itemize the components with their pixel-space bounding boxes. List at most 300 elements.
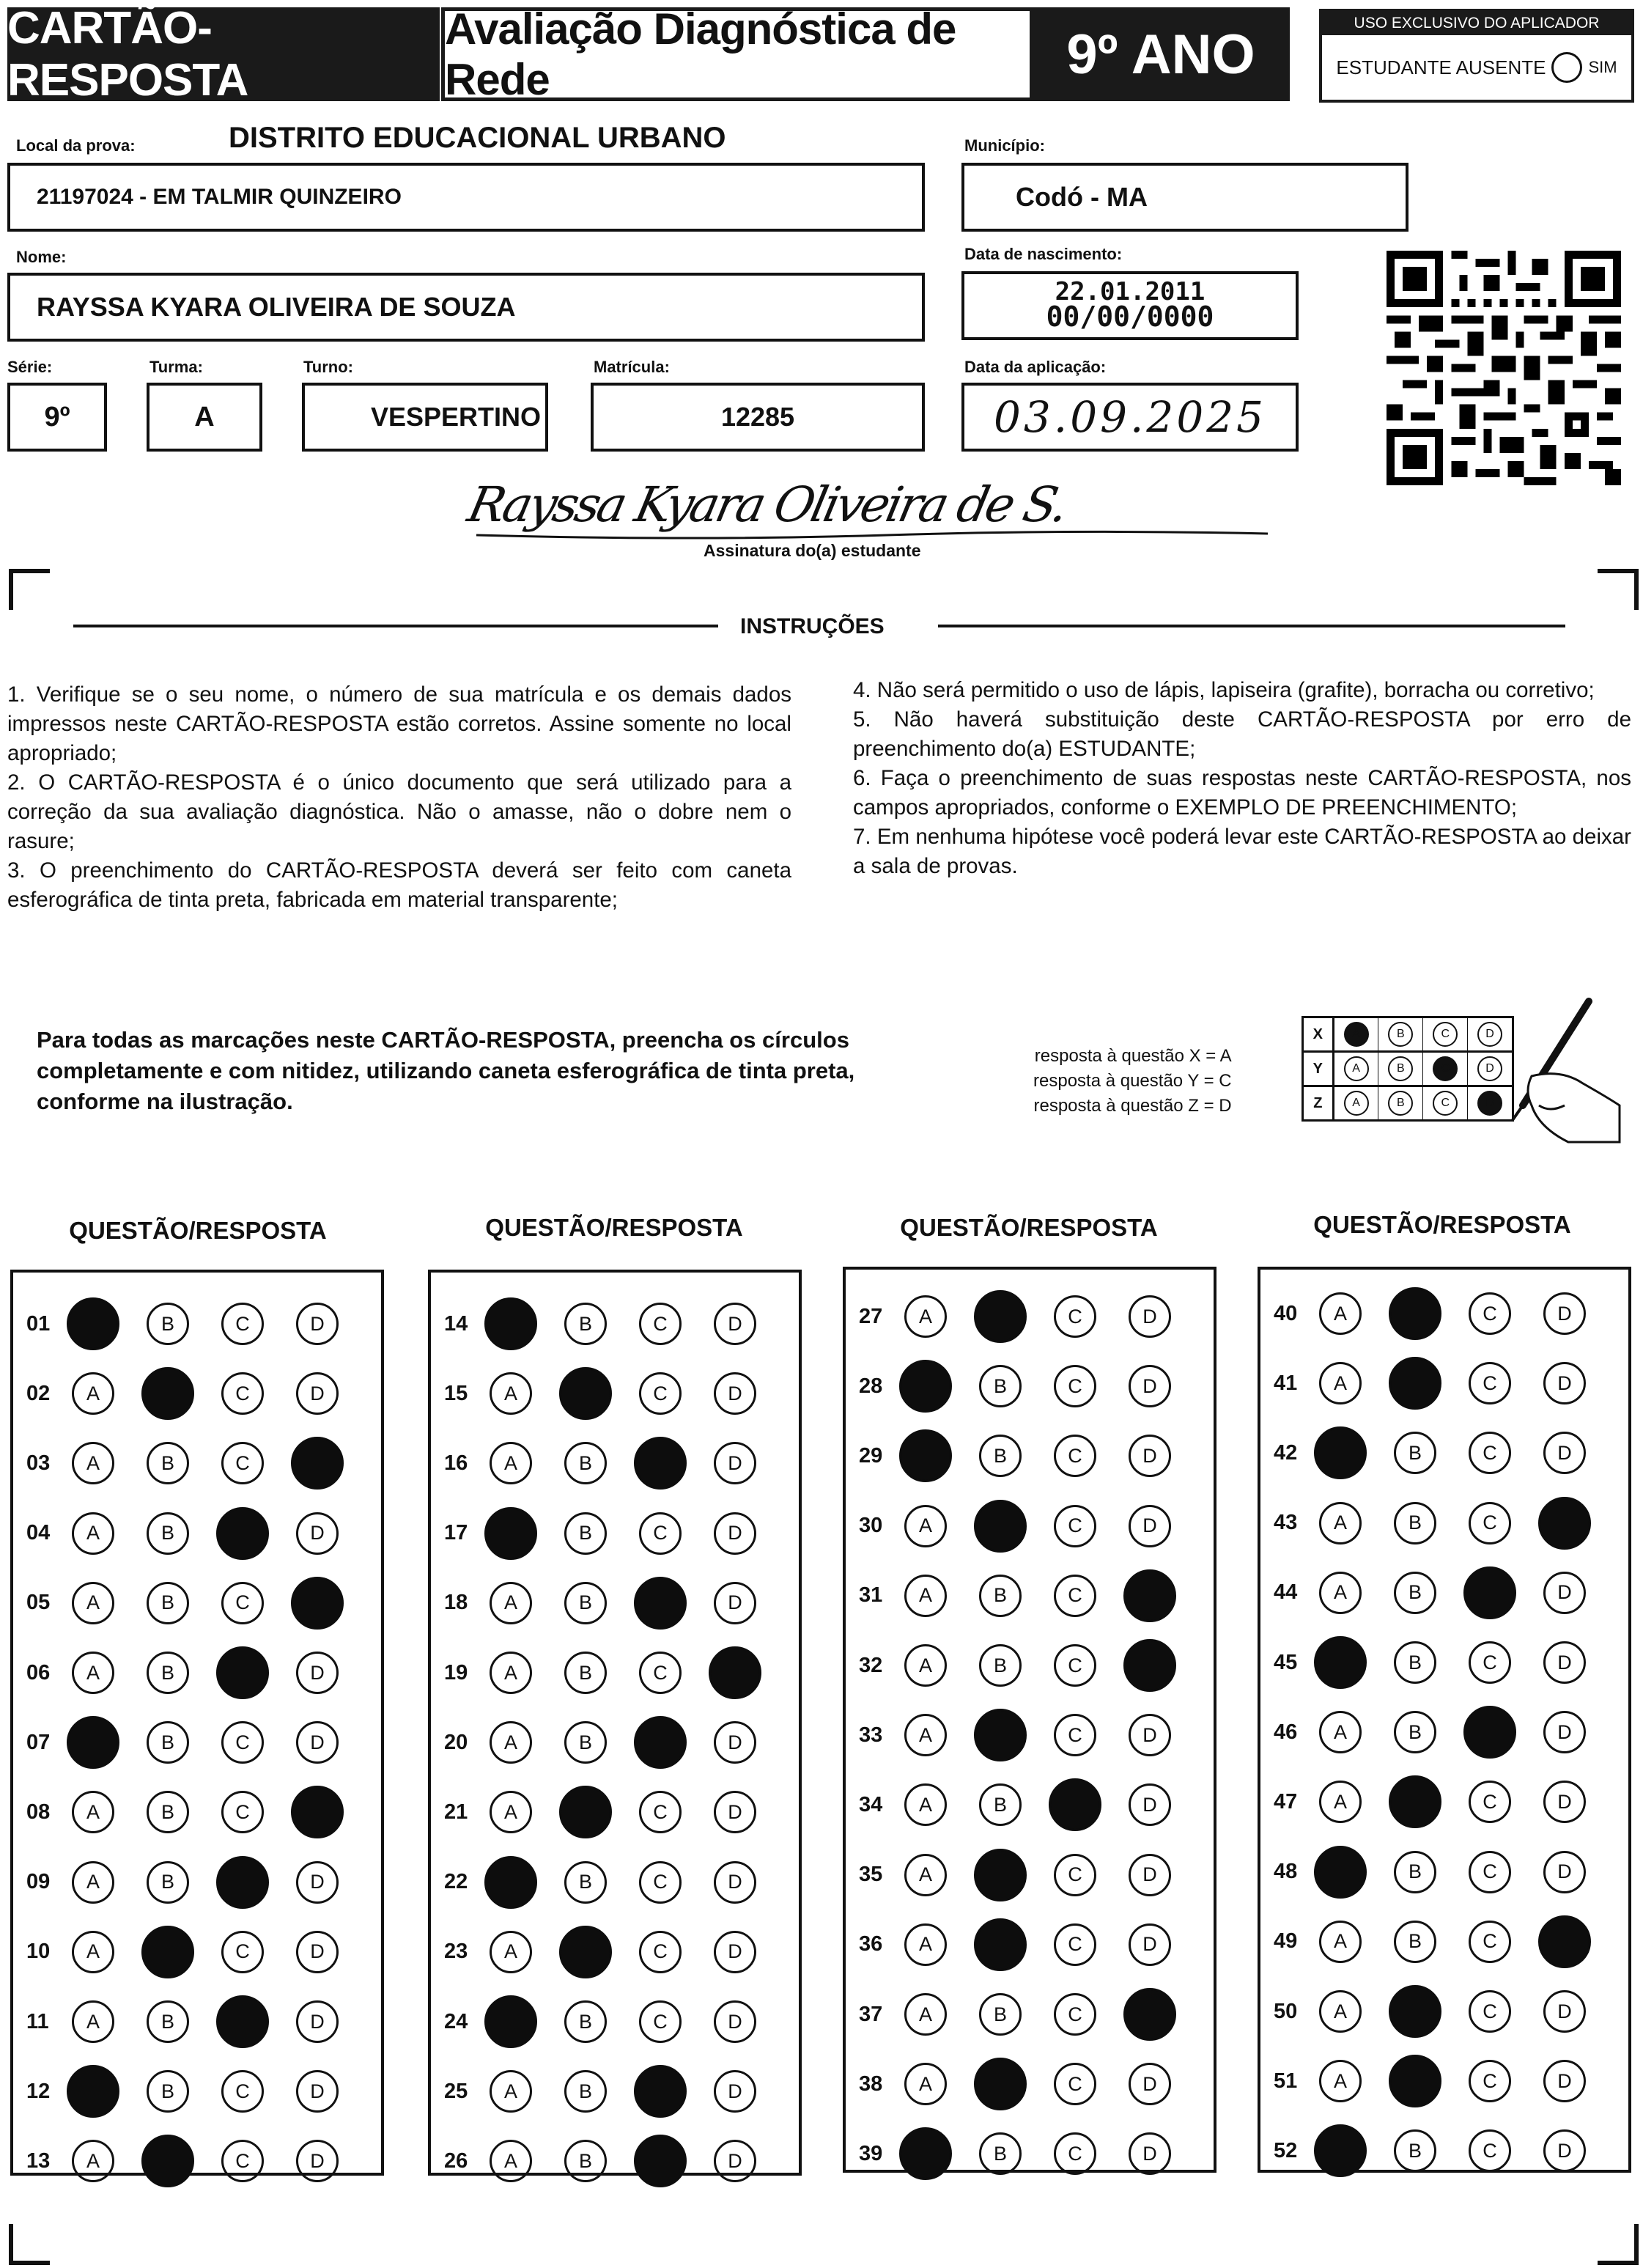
answer-grid-4 bbox=[1258, 1267, 1631, 2173]
answer-bubble-c[interactable]: C bbox=[1469, 1851, 1511, 1893]
answer-bubble-d[interactable]: D bbox=[1129, 1295, 1171, 1338]
answer-bubble-d[interactable]: D bbox=[714, 1721, 756, 1764]
answer-bubble-c[interactable]: C bbox=[639, 2000, 682, 2043]
answer-bubble-c[interactable]: C bbox=[221, 1372, 264, 1415]
answer-bubble-c[interactable]: C bbox=[221, 1303, 264, 1345]
answer-bubble-c[interactable]: C bbox=[639, 1652, 682, 1694]
municipio-value: Codó - MA bbox=[1016, 182, 1148, 212]
answer-bubble-c[interactable] bbox=[634, 1716, 687, 1769]
answer-bubble-d[interactable] bbox=[1123, 1639, 1176, 1692]
answer-bubble-d[interactable]: D bbox=[1543, 1711, 1586, 1753]
answer-bubble-a[interactable]: A bbox=[904, 1714, 947, 1756]
question-number: 14 bbox=[444, 1311, 468, 1336]
answer-bubble-c[interactable]: C bbox=[1469, 1292, 1511, 1335]
answer-bubble-a[interactable]: A bbox=[72, 1582, 114, 1624]
answer-bubble-c[interactable]: C bbox=[221, 2070, 264, 2113]
answer-bubble-b[interactable] bbox=[974, 1849, 1027, 1901]
question-number: 31 bbox=[859, 1583, 883, 1608]
answer-bubble-d[interactable]: D bbox=[714, 1791, 756, 1833]
answer-bubble-c[interactable]: C bbox=[1054, 1714, 1096, 1756]
answer-bubble-d[interactable]: D bbox=[1129, 1714, 1171, 1756]
answer-bubble-d[interactable] bbox=[1123, 1988, 1176, 2041]
example-question-label: Z bbox=[1304, 1087, 1334, 1119]
answer-row bbox=[846, 1574, 1214, 1618]
answer-bubble-a[interactable]: A bbox=[72, 1652, 114, 1694]
answer-bubble-a[interactable]: A bbox=[1319, 1292, 1362, 1335]
answer-bubble-c[interactable]: C bbox=[1469, 2129, 1511, 2172]
answer-bubble-a[interactable] bbox=[1314, 2124, 1367, 2177]
answer-row bbox=[13, 1372, 381, 1415]
answer-row bbox=[1260, 1431, 1628, 1475]
answer-bubble-b[interactable] bbox=[974, 2058, 1027, 2110]
answer-bubble-b[interactable] bbox=[559, 1786, 612, 1838]
answer-bubble-d[interactable]: D bbox=[714, 2070, 756, 2113]
question-number: 48 bbox=[1274, 1860, 1298, 1884]
answer-bubble-b[interactable] bbox=[974, 1500, 1027, 1553]
answer-bubble-c[interactable]: C bbox=[1054, 2063, 1096, 2105]
answer-bubble-b[interactable]: B bbox=[147, 1652, 189, 1694]
answer-bubble-c[interactable] bbox=[216, 1995, 269, 2048]
answer-bubble-c[interactable]: C bbox=[639, 1931, 682, 1973]
answer-bubble-a[interactable]: A bbox=[490, 1442, 532, 1484]
answer-bubble-a[interactable] bbox=[899, 1360, 952, 1413]
answer-bubble-c[interactable]: C bbox=[639, 1512, 682, 1555]
answer-bubble-b[interactable] bbox=[559, 1926, 612, 1978]
answer-bubble-d[interactable]: D bbox=[714, 1861, 756, 1904]
answer-bubble-a[interactable]: A bbox=[72, 1442, 114, 1484]
instructions-rule-right bbox=[938, 625, 1565, 627]
answer-bubble-a[interactable]: A bbox=[904, 1923, 947, 1966]
answer-bubble-a[interactable]: A bbox=[1319, 1502, 1362, 1544]
question-number: 04 bbox=[26, 1521, 51, 1545]
question-number: 36 bbox=[859, 1932, 883, 1956]
answer-bubble-a[interactable]: A bbox=[904, 1575, 947, 1617]
answer-bubble-d[interactable]: D bbox=[1129, 1505, 1171, 1547]
exam-title: Avaliação Diagnóstica de Rede bbox=[441, 7, 1033, 101]
answer-bubble-c[interactable]: C bbox=[221, 1582, 264, 1624]
answer-bubble-b[interactable]: B bbox=[979, 1365, 1022, 1407]
answer-bubble-c[interactable]: C bbox=[639, 1303, 682, 1345]
question-number: 37 bbox=[859, 2002, 883, 2026]
answer-bubble-b[interactable]: B bbox=[147, 1512, 189, 1555]
question-number: 26 bbox=[444, 2149, 468, 2173]
answer-bubble-c[interactable]: C bbox=[1469, 1432, 1511, 1474]
question-number: 45 bbox=[1274, 1650, 1298, 1674]
question-number: 05 bbox=[26, 1591, 51, 1615]
answer-bubble-d[interactable]: D bbox=[1543, 1572, 1586, 1614]
example-bubble-c: C bbox=[1433, 1091, 1458, 1116]
answer-bubble-c[interactable] bbox=[216, 1856, 269, 1909]
turma-value: A bbox=[194, 401, 215, 432]
answer-bubble-b[interactable] bbox=[1389, 1357, 1441, 1410]
answer-bubble-d[interactable]: D bbox=[1543, 1851, 1586, 1893]
question-number: 17 bbox=[444, 1521, 468, 1545]
answer-bubble-d[interactable]: D bbox=[1543, 1641, 1586, 1684]
answer-bubble-a[interactable]: A bbox=[904, 1993, 947, 2036]
answer-bubble-d[interactable]: D bbox=[1543, 1781, 1586, 1823]
answer-bubble-a[interactable]: A bbox=[490, 1372, 532, 1415]
answer-row bbox=[431, 1302, 799, 1346]
answer-bubble-d[interactable]: D bbox=[1129, 1435, 1171, 1477]
answer-row bbox=[846, 1853, 1214, 1897]
answer-bubble-d[interactable]: D bbox=[1543, 1432, 1586, 1474]
answer-bubble-b[interactable]: B bbox=[1394, 1432, 1436, 1474]
answer-row bbox=[13, 2139, 381, 2183]
answer-bubble-c[interactable]: C bbox=[1054, 1365, 1096, 1407]
example-key-z: resposta à questão Z = D bbox=[1033, 1096, 1232, 1116]
answer-bubble-a[interactable]: A bbox=[1319, 1572, 1362, 1614]
answer-bubble-a[interactable] bbox=[1314, 1846, 1367, 1899]
answer-bubble-d[interactable]: D bbox=[296, 2070, 339, 2113]
nascimento-field bbox=[961, 271, 1299, 340]
answer-bubble-b[interactable]: B bbox=[564, 1303, 607, 1345]
example-bubble-c: C bbox=[1433, 1056, 1458, 1081]
turno-label: Turno: bbox=[303, 358, 354, 376]
answer-row bbox=[846, 1364, 1214, 1408]
answer-bubble-d[interactable]: D bbox=[296, 1512, 339, 1555]
answer-bubble-a[interactable]: A bbox=[490, 1652, 532, 1694]
answer-bubble-b[interactable]: B bbox=[979, 1993, 1022, 2036]
answer-bubble-d[interactable] bbox=[291, 1577, 344, 1630]
answer-bubble-d[interactable]: D bbox=[1543, 1292, 1586, 1335]
absent-label: ESTUDANTE AUSENTE bbox=[1336, 56, 1546, 78]
answer-bubble-d[interactable]: D bbox=[1129, 2132, 1171, 2175]
answer-bubble-c[interactable] bbox=[634, 2135, 687, 2187]
answer-bubble-b[interactable] bbox=[974, 1290, 1027, 1343]
answer-bubble-d[interactable] bbox=[1538, 1915, 1591, 1968]
answer-bubble-b[interactable]: B bbox=[979, 1644, 1022, 1687]
answer-bubble-c[interactable]: C bbox=[1469, 1502, 1511, 1544]
answer-bubble-b[interactable]: B bbox=[1394, 1641, 1436, 1684]
answer-bubble-b[interactable] bbox=[559, 1367, 612, 1420]
instructions-rule-left bbox=[73, 625, 718, 627]
answer-row bbox=[1260, 1920, 1628, 1964]
answer-bubble-a[interactable]: A bbox=[490, 2070, 532, 2113]
answer-bubble-a[interactable]: A bbox=[1319, 2060, 1362, 2102]
answer-bubble-d[interactable] bbox=[1538, 1497, 1591, 1550]
answer-bubble-c[interactable]: C bbox=[1054, 2132, 1096, 2175]
answer-bubble-a[interactable]: A bbox=[72, 1931, 114, 1973]
answer-bubble-d[interactable]: D bbox=[714, 1931, 756, 1973]
answer-bubble-a[interactable] bbox=[67, 1297, 119, 1350]
instructions-title: INSTRUÇÕES bbox=[740, 614, 885, 638]
answer-bubble-a[interactable]: A bbox=[72, 2000, 114, 2043]
answer-bubble-a[interactable] bbox=[67, 2065, 119, 2118]
answer-bubble-c[interactable]: C bbox=[1469, 1781, 1511, 1823]
answer-bubble-b[interactable]: B bbox=[147, 1791, 189, 1833]
answer-bubble-a[interactable]: A bbox=[904, 1295, 947, 1338]
answer-bubble-a[interactable] bbox=[899, 2127, 952, 2180]
matricula-label: Matrícula: bbox=[594, 358, 670, 376]
answer-bubble-b[interactable] bbox=[141, 1367, 194, 1420]
question-number: 41 bbox=[1274, 1371, 1298, 1395]
answer-bubble-b[interactable]: B bbox=[979, 2132, 1022, 2175]
answer-bubble-a[interactable] bbox=[484, 1856, 537, 1909]
answer-bubble-b[interactable]: B bbox=[1394, 2129, 1436, 2172]
answer-bubble-c[interactable] bbox=[1463, 1706, 1516, 1759]
answer-bubble-c[interactable]: C bbox=[1469, 1641, 1511, 1684]
answer-bubble-d[interactable]: D bbox=[296, 2140, 339, 2182]
local-label: Local da prova: bbox=[16, 136, 136, 155]
answer-row bbox=[1260, 1850, 1628, 1894]
answer-bubble-a[interactable] bbox=[484, 1507, 537, 1560]
question-number: 38 bbox=[859, 2072, 883, 2096]
answer-bubble-b[interactable]: B bbox=[564, 1582, 607, 1624]
answer-bubble-c[interactable] bbox=[634, 1577, 687, 1630]
answer-bubble-c[interactable]: C bbox=[221, 2140, 264, 2182]
answer-bubble-a[interactable]: A bbox=[904, 1854, 947, 1896]
example-key-x: resposta à questão X = A bbox=[1034, 1046, 1232, 1066]
answer-bubble-c[interactable]: C bbox=[1054, 1644, 1096, 1687]
answer-row bbox=[1260, 1571, 1628, 1615]
answer-bubble-a[interactable] bbox=[484, 1297, 537, 1350]
answer-bubble-b[interactable]: B bbox=[564, 2140, 607, 2182]
aplicacao-field bbox=[961, 383, 1299, 452]
answer-bubble-b[interactable]: B bbox=[564, 2000, 607, 2043]
answer-bubble-b[interactable]: B bbox=[564, 1512, 607, 1555]
answer-bubble-b[interactable] bbox=[974, 1709, 1027, 1761]
question-number: 28 bbox=[859, 1374, 883, 1398]
example-bubble-c: C bbox=[1433, 1022, 1458, 1047]
aplicacao-label: Data da aplicação: bbox=[964, 358, 1107, 376]
answer-bubble-d[interactable]: D bbox=[296, 2000, 339, 2043]
answer-bubble-b[interactable]: B bbox=[1394, 1572, 1436, 1614]
answer-bubble-a[interactable]: A bbox=[1319, 1921, 1362, 1963]
answer-bubble-a[interactable]: A bbox=[72, 2140, 114, 2182]
answer-row bbox=[431, 1790, 799, 1834]
answer-bubble-d[interactable]: D bbox=[714, 1303, 756, 1345]
answer-bubble-c[interactable]: C bbox=[1054, 1854, 1096, 1896]
question-number: 08 bbox=[26, 1800, 51, 1824]
answer-bubble-c[interactable]: C bbox=[221, 1791, 264, 1833]
answer-row bbox=[1260, 1292, 1628, 1336]
answer-bubble-b[interactable]: B bbox=[1394, 1502, 1436, 1544]
answer-bubble-d[interactable]: D bbox=[1129, 2063, 1171, 2105]
answer-bubble-b[interactable]: B bbox=[564, 2070, 607, 2113]
answer-bubble-a[interactable]: A bbox=[72, 1512, 114, 1555]
answer-bubble-c[interactable]: C bbox=[639, 1372, 682, 1415]
matricula-value: 12285 bbox=[720, 402, 795, 432]
answer-bubble-b[interactable] bbox=[1389, 2055, 1441, 2107]
answer-row bbox=[1260, 2059, 1628, 2103]
answer-bubble-b[interactable]: B bbox=[979, 1575, 1022, 1617]
answer-bubble-c[interactable] bbox=[216, 1646, 269, 1699]
answer-bubble-b[interactable]: B bbox=[147, 1861, 189, 1904]
answer-bubble-a[interactable]: A bbox=[490, 1791, 532, 1833]
answer-bubble-a[interactable]: A bbox=[72, 1861, 114, 1904]
answer-bubble-a[interactable]: A bbox=[1319, 1362, 1362, 1404]
answer-bubble-d[interactable]: D bbox=[296, 1303, 339, 1345]
answer-bubble-d[interactable]: D bbox=[296, 1861, 339, 1904]
answer-bubble-d[interactable]: D bbox=[714, 1512, 756, 1555]
answer-row bbox=[431, 2069, 799, 2113]
answer-row bbox=[846, 2132, 1214, 2176]
answer-bubble-b[interactable] bbox=[141, 1926, 194, 1978]
answer-bubble-a[interactable] bbox=[484, 1995, 537, 2048]
question-number: 15 bbox=[444, 1381, 468, 1405]
answer-bubble-b[interactable] bbox=[1389, 1775, 1441, 1828]
answer-bubble-d[interactable]: D bbox=[714, 1372, 756, 1415]
example-bubble-b: B bbox=[1388, 1056, 1413, 1081]
answer-bubble-b[interactable]: B bbox=[147, 1721, 189, 1764]
answer-bubble-b[interactable]: B bbox=[147, 2000, 189, 2043]
answer-bubble-a[interactable]: A bbox=[490, 1931, 532, 1973]
answer-row bbox=[13, 1790, 381, 1834]
answer-row bbox=[431, 2139, 799, 2183]
answer-bubble-d[interactable]: D bbox=[1129, 1854, 1171, 1896]
answer-bubble-b[interactable]: B bbox=[147, 2070, 189, 2113]
answer-row bbox=[846, 1295, 1214, 1339]
answer-bubble-b[interactable] bbox=[141, 2135, 194, 2187]
answer-bubble-a[interactable]: A bbox=[904, 1783, 947, 1826]
answer-bubble-d[interactable]: D bbox=[1129, 1783, 1171, 1826]
answer-bubble-a[interactable]: A bbox=[490, 2140, 532, 2182]
answer-row bbox=[431, 1512, 799, 1555]
local-value: 21197024 - EM TALMIR QUINZEIRO bbox=[37, 185, 402, 209]
answer-bubble-b[interactable]: B bbox=[147, 1582, 189, 1624]
answer-row bbox=[431, 1441, 799, 1485]
answer-bubble-b[interactable]: B bbox=[564, 1721, 607, 1764]
answer-row bbox=[1260, 1710, 1628, 1754]
answer-bubble-b[interactable]: B bbox=[979, 1435, 1022, 1477]
answer-bubble-d[interactable] bbox=[291, 1437, 344, 1490]
answer-bubble-d[interactable]: D bbox=[1543, 1990, 1586, 2033]
answer-bubble-a[interactable]: A bbox=[1319, 1781, 1362, 1823]
answer-bubble-d[interactable]: D bbox=[714, 2000, 756, 2043]
answer-bubble-b[interactable] bbox=[1389, 1985, 1441, 2038]
answer-bubble-a[interactable]: A bbox=[1319, 1990, 1362, 2033]
answer-bubble-d[interactable]: D bbox=[1543, 2060, 1586, 2102]
answer-bubble-c[interactable]: C bbox=[221, 1442, 264, 1484]
answer-bubble-a[interactable]: A bbox=[904, 1505, 947, 1547]
absent-checkbox[interactable] bbox=[1551, 52, 1582, 83]
answer-bubble-c[interactable]: C bbox=[1469, 1990, 1511, 2033]
answer-bubble-b[interactable]: B bbox=[564, 1652, 607, 1694]
instruction-4: 4. Não será permitido o uso de lápis, lapiseira (grafite), borracha ou corretivo; bbox=[853, 678, 1595, 702]
answer-bubble-b[interactable]: B bbox=[564, 1861, 607, 1904]
answer-bubble-c[interactable]: C bbox=[639, 1861, 682, 1904]
answer-bubble-c[interactable]: C bbox=[639, 1791, 682, 1833]
example-keys bbox=[1033, 1044, 1232, 1119]
answer-bubble-d[interactable]: D bbox=[1543, 2129, 1586, 2172]
answer-bubble-c[interactable]: C bbox=[1054, 1295, 1096, 1338]
answer-bubble-a[interactable] bbox=[1314, 1426, 1367, 1479]
answer-row bbox=[13, 1651, 381, 1695]
answer-bubble-a[interactable]: A bbox=[490, 1721, 532, 1764]
answer-row bbox=[13, 1581, 381, 1625]
answer-bubble-b[interactable]: B bbox=[979, 1783, 1022, 1826]
question-number: 43 bbox=[1274, 1511, 1298, 1535]
answer-bubble-d[interactable] bbox=[1123, 1569, 1176, 1622]
answer-bubble-c[interactable] bbox=[634, 1437, 687, 1490]
question-number: 20 bbox=[444, 1730, 468, 1754]
answer-bubble-c[interactable] bbox=[216, 1507, 269, 1560]
answer-bubble-b[interactable] bbox=[974, 1918, 1027, 1971]
answer-bubble-d[interactable] bbox=[709, 1646, 761, 1699]
question-number: 44 bbox=[1274, 1580, 1298, 1605]
local-field bbox=[7, 163, 925, 232]
serie-field bbox=[7, 383, 107, 452]
instruction-2: 2. O CARTÃO-RESPOSTA é o único documento que será utilizado para a correção da sua avaliação diagnóstica. Não o amasse, não o dobre nem o rasure; bbox=[7, 770, 791, 853]
answer-bubble-b[interactable] bbox=[1389, 1287, 1441, 1340]
question-number: 03 bbox=[26, 1451, 51, 1475]
answer-row bbox=[846, 1643, 1214, 1687]
question-number: 24 bbox=[444, 2009, 468, 2033]
example-bubble-a: A bbox=[1344, 1091, 1369, 1116]
question-number: 50 bbox=[1274, 1999, 1298, 2023]
answer-bubble-a[interactable]: A bbox=[72, 1791, 114, 1833]
answer-bubble-a[interactable]: A bbox=[904, 2063, 947, 2105]
aplicacao-value: 03.09.2025 bbox=[993, 392, 1267, 442]
answer-bubble-b[interactable]: B bbox=[147, 1442, 189, 1484]
answer-bubble-d[interactable] bbox=[291, 1786, 344, 1838]
qr-code-icon bbox=[1387, 251, 1621, 485]
district-name: DISTRITO EDUCACIONAL URBANO bbox=[229, 122, 726, 154]
instruction-6: 6. Faça o preenchimento de suas respostas neste CARTÃO-RESPOSTA, nos campos apropriados, conforme o EXEMPLO DE PREENCHIMENTO; bbox=[853, 766, 1631, 820]
answer-bubble-c[interactable]: C bbox=[221, 1931, 264, 1973]
question-number: 42 bbox=[1274, 1440, 1298, 1465]
answer-bubble-a[interactable]: A bbox=[72, 1372, 114, 1415]
answer-bubble-d[interactable]: D bbox=[1543, 1362, 1586, 1404]
question-number: 22 bbox=[444, 1870, 468, 1894]
applicator-box bbox=[1319, 9, 1634, 103]
answer-bubble-a[interactable]: A bbox=[490, 1582, 532, 1624]
answer-bubble-b[interactable]: B bbox=[1394, 1851, 1436, 1893]
answer-row bbox=[1260, 1361, 1628, 1405]
answer-bubble-c[interactable] bbox=[1463, 1566, 1516, 1619]
answer-bubble-a[interactable] bbox=[899, 1429, 952, 1482]
column-header-4: QUESTÃO/RESPOSTA bbox=[1313, 1211, 1571, 1238]
answer-bubble-a[interactable] bbox=[67, 1716, 119, 1769]
answer-bubble-d[interactable]: D bbox=[296, 1372, 339, 1415]
answer-bubble-d[interactable]: D bbox=[1129, 1365, 1171, 1407]
answer-bubble-d[interactable]: D bbox=[714, 1442, 756, 1484]
answer-bubble-c[interactable]: C bbox=[1054, 1923, 1096, 1966]
example-key-y: resposta à questão Y = C bbox=[1033, 1071, 1232, 1091]
answer-bubble-c[interactable]: C bbox=[1469, 1362, 1511, 1404]
answer-bubble-d[interactable]: D bbox=[296, 1652, 339, 1694]
answer-row bbox=[846, 1713, 1214, 1757]
answer-bubble-c[interactable] bbox=[634, 2065, 687, 2118]
answer-bubble-c[interactable]: C bbox=[1054, 1575, 1096, 1617]
question-number: 33 bbox=[859, 1723, 883, 1747]
answer-bubble-a[interactable]: A bbox=[1319, 1711, 1362, 1753]
answer-bubble-b[interactable]: B bbox=[1394, 1921, 1436, 1963]
answer-row bbox=[13, 2000, 381, 2044]
answer-bubble-a[interactable]: A bbox=[904, 1644, 947, 1687]
answer-bubble-d[interactable]: D bbox=[714, 2140, 756, 2182]
turma-label: Turma: bbox=[149, 358, 203, 376]
answer-bubble-c[interactable] bbox=[1049, 1778, 1101, 1831]
answer-bubble-c[interactable]: C bbox=[1469, 2060, 1511, 2102]
answer-bubble-c[interactable]: C bbox=[1469, 1921, 1511, 1963]
instruction-5: 5. Não haverá substituição deste CARTÃO-RESPOSTA por erro de preenchimento do(a) ESTUDANTE; bbox=[853, 707, 1631, 761]
answer-bubble-b[interactable]: B bbox=[147, 1303, 189, 1345]
answer-bubble-c[interactable]: C bbox=[1054, 1505, 1096, 1547]
answer-bubble-d[interactable]: D bbox=[296, 1721, 339, 1764]
answer-bubble-d[interactable]: D bbox=[1129, 1923, 1171, 1966]
answer-bubble-d[interactable]: D bbox=[296, 1931, 339, 1973]
answer-grid-1 bbox=[10, 1270, 384, 2176]
answer-bubble-d[interactable]: D bbox=[714, 1582, 756, 1624]
answer-bubble-c[interactable]: C bbox=[1054, 1993, 1096, 2036]
answer-bubble-b[interactable]: B bbox=[564, 1442, 607, 1484]
answer-bubble-c[interactable]: C bbox=[1054, 1435, 1096, 1477]
answer-bubble-c[interactable]: C bbox=[221, 1721, 264, 1764]
answer-bubble-a[interactable] bbox=[1314, 1636, 1367, 1689]
answer-row bbox=[13, 1720, 381, 1764]
answer-bubble-b[interactable]: B bbox=[1394, 1711, 1436, 1753]
